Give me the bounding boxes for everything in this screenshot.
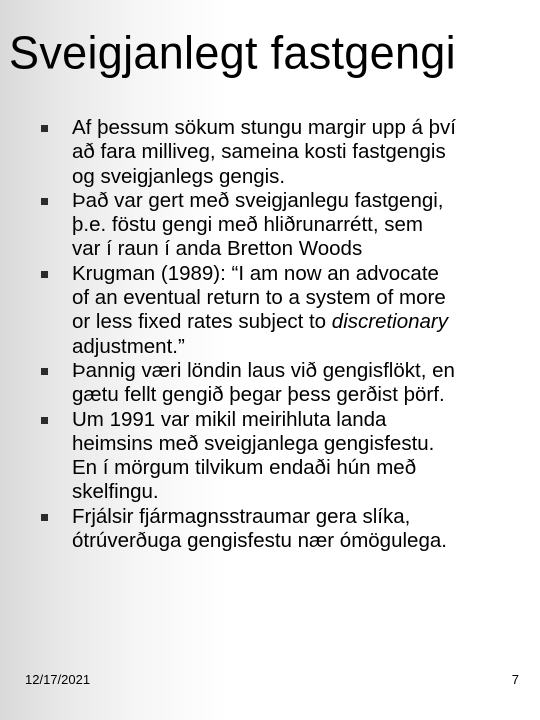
bullet-line: ótrúverðuga gengisfestu nær ómögulega. (72, 529, 447, 553)
bullet-line: adjustment.” (72, 334, 185, 358)
page-number: 7 (511, 672, 519, 687)
bullet-line: Frjálsir fjármagnsstraumar gera slíka, (72, 504, 411, 528)
bullet-item (0, 189, 540, 262)
bullet-line: Þannig væri löndin laus við gengisflökt, en (72, 358, 455, 382)
italic-term: discretionary (331, 310, 449, 334)
bullet-line: or less fixed rates subject to (72, 310, 332, 334)
square-bullet-icon (41, 514, 48, 521)
bullet-item (0, 116, 540, 189)
bullet-text (72, 116, 524, 189)
bullet-line: þ.e. föstu gengi með hliðrunarrétt, sem (72, 213, 423, 237)
bullet-text (72, 408, 524, 505)
bullet-line: að fara milliveg, sameina kosti fastgengis (72, 140, 446, 164)
square-bullet-icon (41, 368, 48, 375)
bullet-text (72, 262, 524, 359)
bullet-item (0, 359, 540, 408)
bullet-line: og sveigjanlegs gengis. (72, 164, 286, 188)
bullet-line: En í mörgum tilvikum endaði hún með (72, 456, 417, 480)
bullet-list (0, 116, 540, 553)
bullet-line: of an eventual return to a system of more (72, 286, 446, 310)
bullet-item (0, 505, 540, 554)
square-bullet-icon (41, 125, 48, 132)
square-bullet-icon (41, 271, 48, 278)
square-bullet-icon (41, 198, 48, 205)
bullet-line: Um 1991 var mikil meirihluta landa (72, 407, 387, 431)
footer-date: 12/17/2021 (25, 672, 91, 687)
bullet-line: Krugman (1989): “I am now an advocate (72, 261, 439, 285)
slide-title: Sveigjanlegt fastgengi (9, 26, 456, 79)
bullet-line: Það var gert með sveigjanlegu fastgengi, (72, 188, 444, 212)
bullet-item (0, 408, 540, 505)
bullet-item (0, 262, 540, 359)
square-bullet-icon (41, 417, 48, 424)
bullet-text (72, 505, 524, 554)
bullet-line: skelfingu. (72, 480, 159, 504)
bullet-line: gætu fellt gengið þegar þess gerðist þörf. (72, 383, 445, 407)
bullet-text (72, 359, 524, 408)
bullet-line: var í raun í anda Bretton Woods (72, 237, 363, 261)
bullet-line: Af þessum sökum stungu margir upp á því (72, 116, 456, 139)
bullet-text (72, 189, 524, 262)
bullet-line: heimsins með sveigjanlega gengisfestu. (72, 431, 435, 455)
